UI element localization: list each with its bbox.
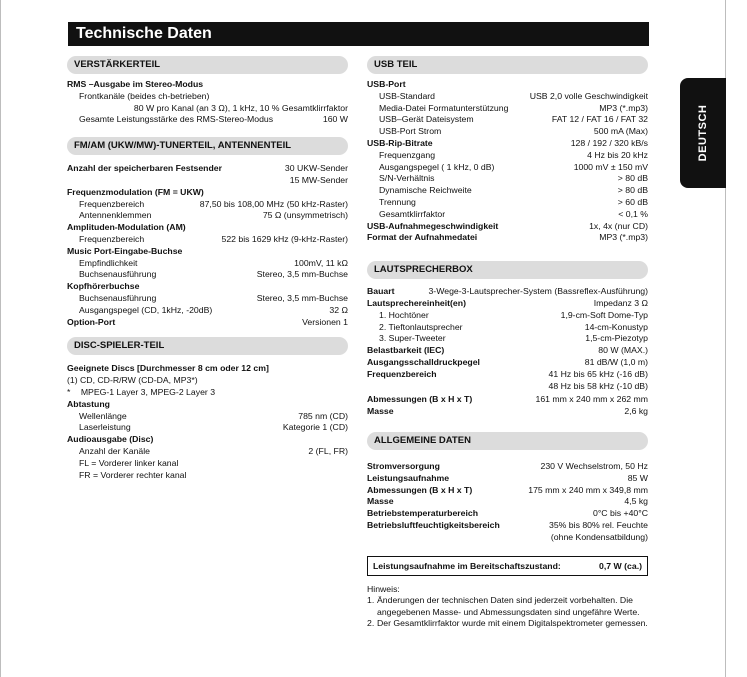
- temperature-value: 0°C bis +40°C: [593, 508, 648, 519]
- spec-row: [367, 232, 648, 244]
- super-tweeter-value: 1,5-cm-Piezotyp: [585, 333, 648, 344]
- channels-label: Anzahl der Kanäle: [79, 445, 150, 456]
- port-sensitivity-value: 100mV, 11 kΩ: [294, 257, 348, 268]
- headphone-level-label: Ausgangspegel (CD, 1kHz, -20dB): [79, 304, 213, 315]
- usb-standard-value: USB 2,0 volle Geschwindigkeit: [529, 90, 648, 101]
- humidity-value-1: 35% bis 80% rel. Feuchte: [549, 519, 648, 530]
- sn-ratio-value: > 80 dB: [617, 173, 648, 184]
- usb-freq-value: 4 Hz bis 20 kHz: [587, 149, 648, 160]
- left-column: [67, 56, 348, 481]
- laser-label: Laserleistung: [79, 422, 131, 433]
- spec-row: [67, 305, 348, 317]
- note-number: 2.: [367, 617, 375, 628]
- units-label: Lautsprechereinheit(en): [367, 297, 466, 308]
- general-mass-value: 4,5 kg: [624, 496, 648, 507]
- total-power-value: 160 W: [322, 114, 348, 125]
- spec-row: [367, 310, 648, 322]
- spec-row: [367, 162, 648, 174]
- spec-row: [67, 199, 348, 211]
- units-value: Impedanz 3 Ω: [593, 297, 648, 308]
- spec-row: [367, 221, 648, 233]
- footnote-mark: *: [67, 386, 71, 397]
- spec-row: [367, 138, 648, 150]
- option-port-label: Option-Port: [67, 316, 116, 327]
- power-supply-value: 230 V Wechselstrom, 50 Hz: [540, 460, 648, 471]
- record-format-value: MP3 (*.mp3): [599, 232, 648, 243]
- audio-output-title: Audioausgabe (Disc): [67, 434, 154, 445]
- spec-row: [67, 114, 348, 126]
- language-tab-label: DEUTSCH: [697, 104, 709, 162]
- design-label: Bauart: [367, 286, 395, 297]
- fm-range-value: 87,50 bis 108,00 MHz (50 kHz-Raster): [199, 198, 348, 209]
- presets-value-fm: 30 UKW-Sender: [284, 163, 348, 174]
- channels-value: 2 (FL, FR): [308, 445, 348, 456]
- standby-value: 0,7 W (ca.): [599, 560, 642, 571]
- headphone-type-label: Buchsenausführung: [79, 292, 157, 303]
- spec-row: [367, 357, 648, 369]
- right-column: [367, 56, 648, 629]
- front-channels-label: Frontkanäle (beides ch-betrieben): [79, 90, 210, 101]
- spec-row: [67, 317, 348, 329]
- spec-row: [367, 91, 648, 103]
- spec-row: [367, 345, 648, 357]
- notes-heading: Hinweis:: [367, 583, 400, 594]
- total-power-label: Gesamte Leistungsstärke des RMS-Stereo-Modus: [79, 114, 274, 125]
- note-text: Der Gesamtklirrfaktor wurde mit einem Digitalspektrometer gemessen.: [377, 617, 648, 628]
- spec-row: [367, 461, 648, 473]
- spec-row: [367, 173, 648, 185]
- thd-label: Gesamtklirrfaktor: [379, 208, 446, 219]
- rms-title: RMS –Ausgabe im Stereo-Modus: [67, 79, 204, 89]
- speaker-mass-label: Masse: [367, 406, 394, 417]
- spec-row: [67, 269, 348, 281]
- headphone-type-value: Stereo, 3,5 mm-Buchse: [256, 292, 348, 303]
- wavelength-value: 785 nm (CD): [298, 410, 348, 421]
- fl-definition: FL = Vorderer linker kanal: [79, 457, 179, 468]
- humidity-label: Betriebsluftfeuchtigkeitsbereich: [367, 519, 500, 530]
- note-text: Änderungen der technischen Daten sind jederzeit vorbehalten. Die angegebenen Masse- und Abmessungsdaten sind ungefähre Werte.: [377, 595, 640, 617]
- spec-row: [367, 150, 648, 162]
- fm-title: Frequenzmodulation (FM = UKW): [67, 186, 204, 197]
- spec-row: [367, 298, 648, 310]
- record-speed-label: USB-Aufnahmegeschwindigkeit: [367, 220, 499, 231]
- load-label: Belastbarkeit (IEC): [367, 345, 445, 356]
- media-format-label: Media-Datei Formatunterstützung: [379, 102, 509, 113]
- discs-line-2: [67, 387, 348, 399]
- media-format-value: MP3 (*.mp3): [599, 102, 648, 113]
- spec-row: [367, 286, 648, 298]
- record-speed-value: 1x, 4x (nur CD): [589, 220, 648, 231]
- spec-row: [367, 322, 648, 334]
- spec-row: [367, 473, 648, 485]
- spec-row: [367, 406, 648, 418]
- notes: [367, 584, 648, 630]
- usb-current-value: 500 mA (Max): [593, 126, 648, 137]
- spec-row: [367, 369, 648, 381]
- discs-line-1: (1) CD, CD-R/RW (CD-DA, MP3*): [67, 375, 198, 386]
- laser-value: Kategorie 1 (CD): [282, 422, 348, 433]
- consumption-label: Leistungsaufnahme: [367, 472, 450, 483]
- rip-bitrate-value: 128 / 192 / 320 kB/s: [570, 137, 648, 148]
- spec-row: [367, 520, 648, 532]
- option-port-value: Versionen 1: [302, 316, 348, 327]
- spl-value: 81 dB/W (1,0 m): [584, 356, 648, 367]
- temperature-label: Betriebstemperaturbereich: [367, 508, 479, 519]
- power-supply-label: Stromversorgung: [367, 460, 440, 471]
- woofer-value: 14-cm-Konustyp: [584, 321, 648, 332]
- load-value: 80 W (MAX.): [598, 345, 648, 356]
- scan-title: Abtastung: [67, 398, 110, 409]
- tweeter-value: 1,9-cm-Soft Dome-Typ: [560, 309, 648, 320]
- port-type-label: Buchsenausführung: [79, 269, 157, 280]
- section-heading-disc: DISC-SPIELER-TEIL: [67, 337, 348, 355]
- spec-row: [367, 126, 648, 138]
- speaker-freq-value-1: 41 Hz bis 65 kHz (-16 dB): [548, 368, 648, 379]
- fm-antenna-value: 75 Ω (unsymmetrisch): [262, 210, 348, 221]
- port-type-value: Stereo, 3,5 mm-Buchse: [256, 269, 348, 280]
- note-item: [367, 595, 648, 618]
- speaker-dim-value: 161 mm x 240 mm x 262 mm: [535, 394, 648, 405]
- page-title: Technische Daten: [68, 22, 649, 46]
- spec-row: [67, 234, 348, 246]
- spec-row: [67, 163, 348, 175]
- woofer-label: 2. Tieftonlautsprecher: [379, 321, 463, 332]
- tweeter-label: 1. Hochtöner: [379, 309, 429, 320]
- spec-row: [367, 114, 648, 126]
- sn-ratio-label: S/N-Verhältnis: [379, 173, 435, 184]
- note-number: 1.: [367, 595, 375, 606]
- usb-output-label: Ausgangspegel ( 1 kHz, 0 dB): [379, 161, 495, 172]
- language-tab: [680, 78, 726, 188]
- speaker-dim-label: Abmessungen (B x H x T): [367, 394, 473, 405]
- fr-definition: FR = Vorderer rechter kanal: [79, 469, 187, 480]
- usb-port-title: USB-Port: [367, 79, 406, 89]
- section-heading-general: ALLGEMEINE DATEN: [367, 432, 648, 450]
- presets-value-am: 15 MW-Sender: [289, 174, 348, 185]
- spec-row: [67, 258, 348, 270]
- spec-row: [67, 446, 348, 458]
- standby-label: Leistungsaufnahme im Bereitschaftszustand:: [373, 560, 561, 571]
- spec-row: [367, 103, 648, 115]
- fm-range-label: Frequenzbereich: [79, 198, 145, 209]
- filesystem-label: USB–Gerät Dateisystem: [379, 114, 474, 125]
- discs-title: Geeignete Discs [Durchmesser 8 cm oder 12 cm]: [67, 363, 269, 374]
- spl-label: Ausgangsschalldruckpegel: [367, 356, 480, 367]
- section-heading-amplifier: VERSTÄRKERTEIL: [67, 56, 348, 74]
- general-dim-label: Abmessungen (B x H x T): [367, 484, 473, 495]
- presets-label: Anzahl der speicherbaren Festsender: [67, 163, 222, 174]
- am-title: Amplituden-Modulation (AM): [67, 222, 186, 233]
- headphone-title: Kopfhörerbuchse: [67, 281, 140, 292]
- record-format-label: Format der Aufnahmedatei: [367, 232, 478, 243]
- usb-output-value: 1000 mV ± 150 mV: [573, 161, 648, 172]
- am-range-label: Frequenzbereich: [79, 233, 145, 244]
- general-mass-label: Masse: [367, 496, 394, 507]
- note-item: [367, 618, 648, 629]
- filesystem-value: FAT 12 / FAT 16 / FAT 32: [551, 114, 648, 125]
- spec-row: [367, 394, 648, 406]
- front-channels-value: 80 W pro Kanal (an 3 Ω), 1 kHz, 10 % Gesamtklirrfaktor: [133, 102, 348, 113]
- usb-freq-label: Frequenzgang: [379, 149, 436, 160]
- spec-row: [367, 508, 648, 520]
- spec-row: [367, 209, 648, 221]
- consumption-value: 85 W: [627, 472, 648, 483]
- speaker-freq-value-2: 48 Hz bis 58 kHz (-10 dB): [548, 380, 648, 391]
- thd-value: < 0,1 %: [618, 208, 648, 219]
- fm-antenna-label: Antennenklemmen: [79, 210, 152, 221]
- general-dim-value: 175 mm x 240 mm x 349,8 mm: [528, 484, 648, 495]
- rip-bitrate-label: USB-Rip-Bitrate: [367, 137, 433, 148]
- design-value: 3-Wege-3-Lautsprecher-System (Bassreflex-Ausführung): [428, 286, 648, 297]
- humidity-value-2: (ohne Kondensatbildung): [550, 531, 648, 542]
- spec-row: [367, 333, 648, 345]
- page-edge-left: [0, 0, 1, 677]
- spec-row: [367, 485, 648, 497]
- spec-row: [367, 496, 648, 508]
- wavelength-label: Wellenlänge: [79, 410, 127, 421]
- section-heading-speaker: LAUTSPRECHERBOX: [367, 261, 648, 279]
- dynamic-range-value: > 80 dB: [617, 185, 648, 196]
- spec-row: [67, 210, 348, 222]
- super-tweeter-label: 3. Super-Tweeter: [379, 333, 446, 344]
- usb-current-label: USB-Port Strom: [379, 126, 442, 137]
- spec-row: [367, 185, 648, 197]
- am-range-value: 522 bis 1629 kHz (9-kHz-Raster): [221, 233, 348, 244]
- spec-row: [367, 197, 648, 209]
- port-sensitivity-label: Empfindlichkeit: [79, 257, 138, 268]
- speaker-freq-label: Frequenzbereich: [367, 368, 437, 379]
- speaker-mass-value: 2,6 kg: [624, 406, 648, 417]
- spec-row: [67, 293, 348, 305]
- headphone-level-value: 32 Ω: [329, 304, 348, 315]
- section-heading-usb: USB TEIL: [367, 56, 648, 74]
- music-port-title: Music Port-Eingabe-Buchse: [67, 245, 183, 256]
- standby-box: [367, 556, 648, 576]
- dynamic-range-label: Dynamische Reichweite: [379, 185, 472, 196]
- spec-row: [67, 411, 348, 423]
- usb-standard-label: USB-Standard: [379, 90, 436, 101]
- separation-value: > 60 dB: [617, 196, 648, 207]
- section-heading-tuner: FM/AM (UKW/MW)-TUNERTEIL, ANTENNENTEIL: [67, 137, 348, 155]
- separation-label: Trennung: [379, 196, 416, 207]
- spec-row: [67, 422, 348, 434]
- discs-line-2-text: MPEG-1 Layer 3, MPEG-2 Layer 3: [80, 386, 216, 397]
